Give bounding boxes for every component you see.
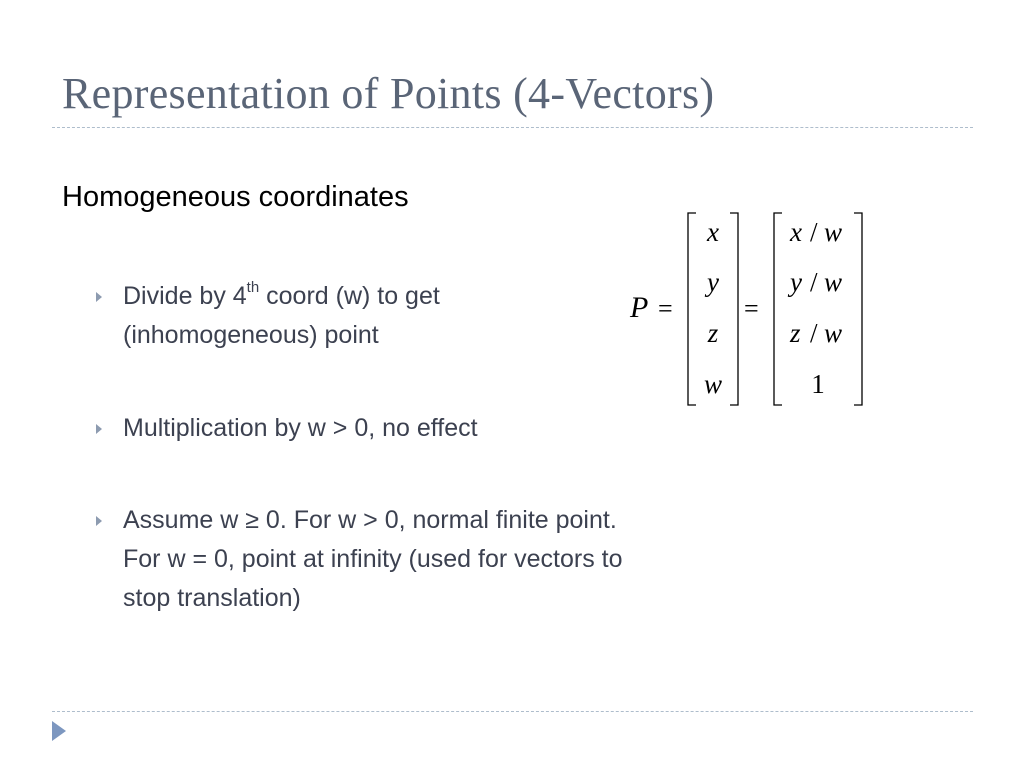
bullet-item [96, 501, 636, 618]
right-bracket [854, 213, 862, 405]
bullet-item [96, 409, 636, 448]
ratio-numerator: z [790, 318, 801, 348]
bullet-text-pre: Divide by 4 [123, 282, 247, 310]
vector-entry: w [703, 369, 723, 399]
bullet-text-post: coord (w) to get (inhomogeneous) point [123, 282, 440, 349]
vector-entry: y [707, 267, 719, 297]
equals-sign: = [744, 294, 759, 323]
triangle-bullet-icon [96, 292, 102, 302]
right-bracket [730, 213, 738, 405]
footer-divider [52, 711, 973, 712]
ratio-numerator: x [790, 217, 802, 247]
vector-entry: z [707, 318, 719, 348]
left-bracket [688, 213, 696, 405]
slide-title: Representation of Points (4-Vectors) [62, 69, 715, 118]
next-slide-arrow-icon[interactable] [52, 721, 66, 741]
ratio-numerator: y [790, 267, 802, 297]
section-heading: Homogeneous coordinates [62, 181, 409, 213]
vector-entry-ratio [789, 217, 842, 247]
bullet-text: Assume w ≥ 0. For w > 0, normal finite point. For w = 0, point at infinity (used for vectors to stop translation) [123, 506, 623, 612]
bullet-text [123, 277, 636, 355]
bullet-item [96, 277, 636, 355]
bullet-text: Multiplication by w > 0, no effect [123, 414, 478, 442]
equation-lhs: P [630, 291, 649, 324]
vector-entry-ratio [787, 267, 842, 297]
triangle-bullet-icon [96, 516, 102, 526]
ordinal-suffix: th [246, 278, 260, 296]
vector-entry: 1 [811, 369, 825, 399]
ratio-slash: / [810, 318, 818, 348]
ratio-denominator: w [824, 217, 843, 247]
ratio-slash: / [810, 217, 818, 247]
ratio-slash: / [810, 267, 818, 297]
triangle-bullet-icon [96, 424, 102, 434]
homogeneous-point-equation [620, 205, 880, 415]
left-bracket [774, 213, 782, 405]
equals-sign: = [658, 294, 673, 323]
vector-entry-ratio [789, 318, 842, 348]
title-divider [52, 127, 973, 128]
ratio-denominator: w [824, 267, 843, 297]
ratio-denominator: w [824, 318, 843, 348]
vector-entry: x [707, 217, 719, 247]
